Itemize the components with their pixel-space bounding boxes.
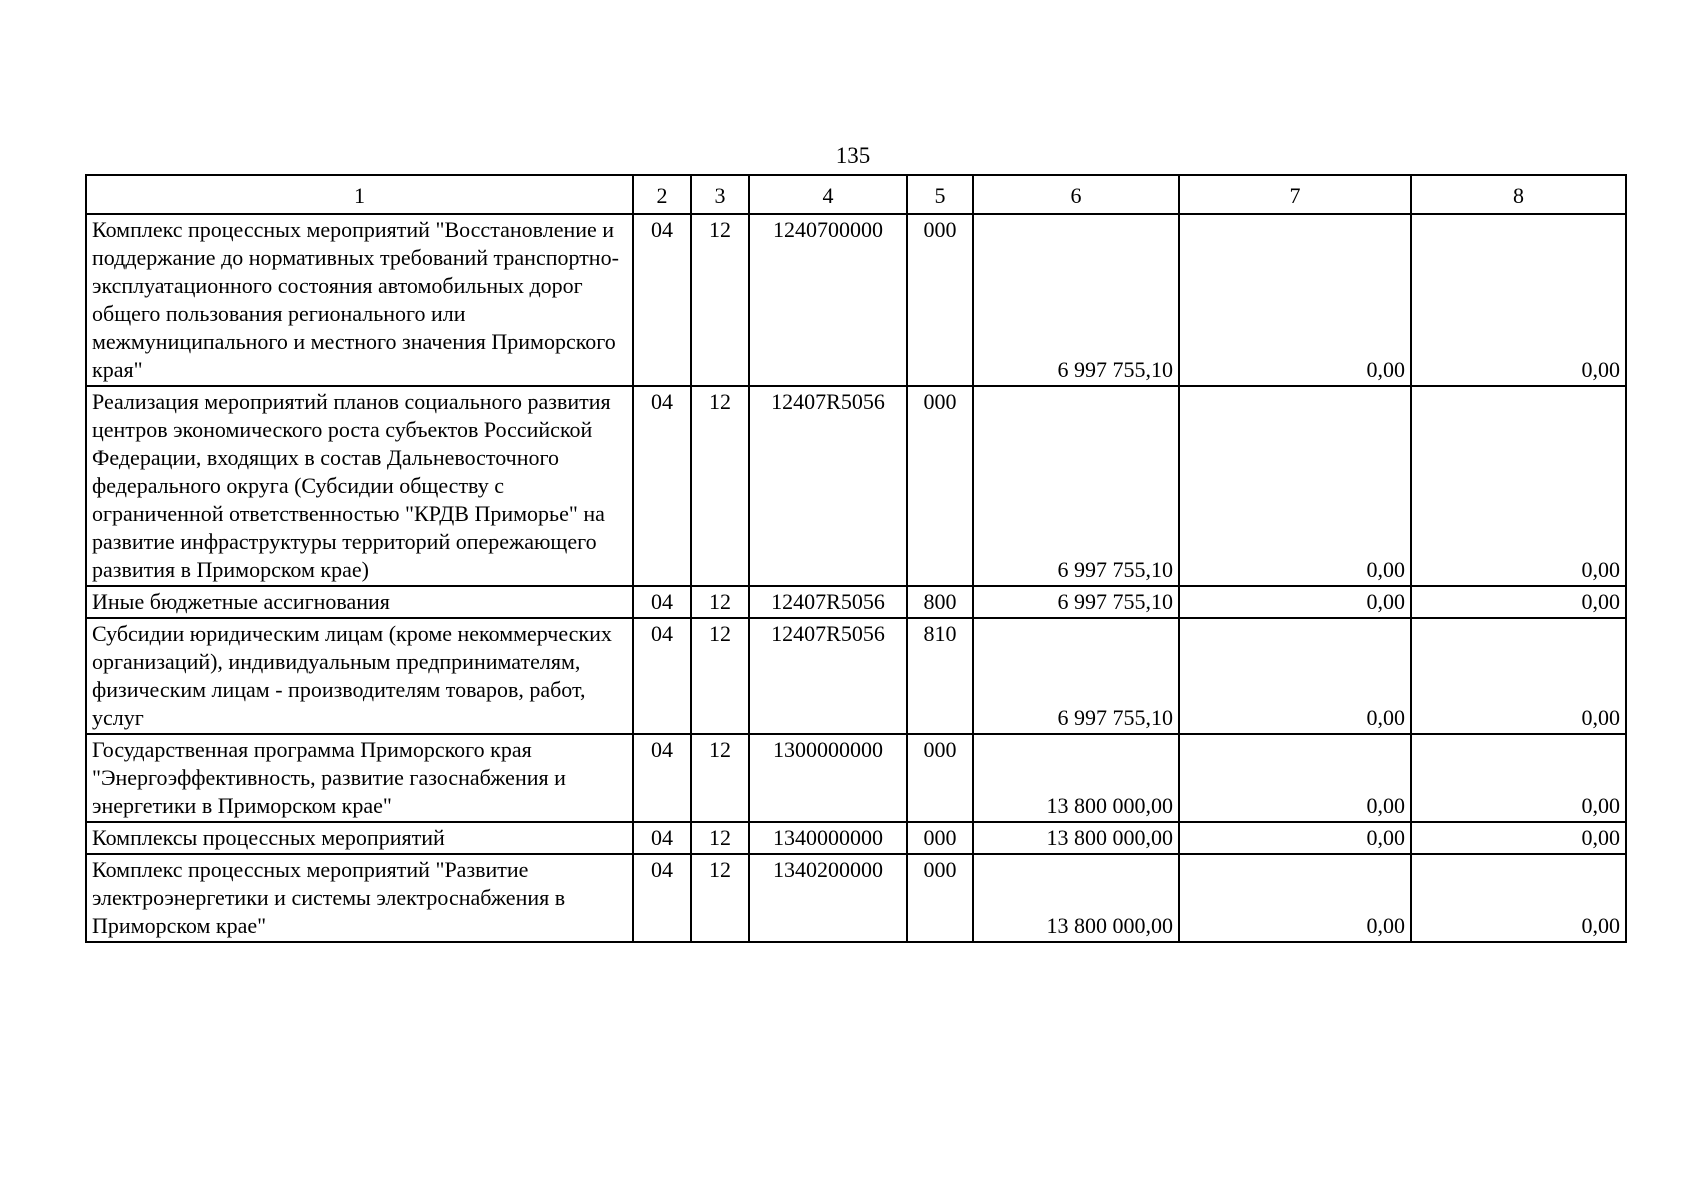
cell-expense-type: 800 xyxy=(907,586,973,618)
cell-amount-6: 6 997 755,10 xyxy=(973,214,1179,386)
cell-amount-7: 0,00 xyxy=(1179,214,1411,386)
cell-section: 04 xyxy=(633,854,691,942)
cell-target-code: 1340200000 xyxy=(749,854,907,942)
cell-amount-7: 0,00 xyxy=(1179,854,1411,942)
budget-table xyxy=(85,174,1627,943)
cell-amount-7: 0,00 xyxy=(1179,822,1411,854)
row-name: Государственная программа Приморского края "Энергоэффективность, развитие газоснабжения и энергетики в Приморском крае" xyxy=(86,734,633,822)
column-header: 3 xyxy=(691,175,749,214)
cell-amount-8: 0,00 xyxy=(1411,586,1626,618)
column-header: 4 xyxy=(749,175,907,214)
column-header: 2 xyxy=(633,175,691,214)
cell-amount-7: 0,00 xyxy=(1179,386,1411,586)
cell-section: 04 xyxy=(633,586,691,618)
cell-amount-8: 0,00 xyxy=(1411,822,1626,854)
row-name: Комплекс процессных мероприятий "Развитие электроэнергетики и системы электроснабжения в Приморском крае" xyxy=(86,854,633,942)
header-row xyxy=(86,175,1626,214)
cell-subsection: 12 xyxy=(691,214,749,386)
cell-subsection: 12 xyxy=(691,822,749,854)
cell-amount-6: 6 997 755,10 xyxy=(973,618,1179,734)
cell-amount-8: 0,00 xyxy=(1411,854,1626,942)
cell-expense-type: 810 xyxy=(907,618,973,734)
cell-expense-type: 000 xyxy=(907,214,973,386)
cell-section: 04 xyxy=(633,618,691,734)
cell-target-code: 1340000000 xyxy=(749,822,907,854)
cell-subsection: 12 xyxy=(691,586,749,618)
cell-target-code: 12407R5056 xyxy=(749,586,907,618)
cell-subsection: 12 xyxy=(691,386,749,586)
cell-amount-7: 0,00 xyxy=(1179,734,1411,822)
table-row xyxy=(86,618,1626,734)
cell-target-code: 1240700000 xyxy=(749,214,907,386)
cell-section: 04 xyxy=(633,214,691,386)
table-row xyxy=(86,214,1626,386)
cell-target-code: 12407R5056 xyxy=(749,618,907,734)
cell-amount-8: 0,00 xyxy=(1411,618,1626,734)
cell-amount-7: 0,00 xyxy=(1179,586,1411,618)
table-row xyxy=(86,822,1626,854)
cell-amount-6: 13 800 000,00 xyxy=(973,734,1179,822)
column-header: 7 xyxy=(1179,175,1411,214)
cell-target-code: 12407R5056 xyxy=(749,386,907,586)
cell-amount-8: 0,00 xyxy=(1411,386,1626,586)
cell-expense-type: 000 xyxy=(907,822,973,854)
cell-expense-type: 000 xyxy=(907,854,973,942)
cell-amount-7: 0,00 xyxy=(1179,618,1411,734)
cell-expense-type: 000 xyxy=(907,734,973,822)
cell-expense-type: 000 xyxy=(907,386,973,586)
cell-amount-8: 0,00 xyxy=(1411,734,1626,822)
row-name: Комплексы процессных мероприятий xyxy=(86,822,633,854)
row-name: Комплекс процессных мероприятий "Восстановление и поддержание до нормативных требований транспортно-эксплуатационного состояния автомобильных дорог общего пользования регионального или межмуниципального и местного значения Приморского края" xyxy=(86,214,633,386)
row-name: Иные бюджетные ассигнования xyxy=(86,586,633,618)
cell-subsection: 12 xyxy=(691,734,749,822)
cell-amount-6: 6 997 755,10 xyxy=(973,586,1179,618)
table-row xyxy=(86,386,1626,586)
cell-amount-6: 6 997 755,10 xyxy=(973,386,1179,586)
row-name: Реализация мероприятий планов социального развития центров экономического роста субъектов Российской Федерации, входящих в состав Дальневосточного федерального округа (Субсидии обществу с ограниченной ответственностью "КРДВ Приморье" на развитие инфраструктуры территорий опережающего развития в Приморском крае) xyxy=(86,386,633,586)
row-name: Субсидии юридическим лицам (кроме некоммерческих организаций), индивидуальным предпринимателям, физическим лицам - производителям товаров, работ, услуг xyxy=(86,618,633,734)
page-number: 135 xyxy=(835,143,871,168)
column-header: 6 xyxy=(973,175,1179,214)
cell-section: 04 xyxy=(633,734,691,822)
cell-subsection: 12 xyxy=(691,618,749,734)
cell-target-code: 1300000000 xyxy=(749,734,907,822)
cell-section: 04 xyxy=(633,386,691,586)
cell-amount-6: 13 800 000,00 xyxy=(973,822,1179,854)
cell-subsection: 12 xyxy=(691,854,749,942)
column-header: 1 xyxy=(86,175,633,214)
table-row xyxy=(86,734,1626,822)
cell-amount-8: 0,00 xyxy=(1411,214,1626,386)
cell-section: 04 xyxy=(633,822,691,854)
table-row xyxy=(86,586,1626,618)
column-header: 8 xyxy=(1411,175,1626,214)
cell-amount-6: 13 800 000,00 xyxy=(973,854,1179,942)
column-header: 5 xyxy=(907,175,973,214)
table-row xyxy=(86,854,1626,942)
